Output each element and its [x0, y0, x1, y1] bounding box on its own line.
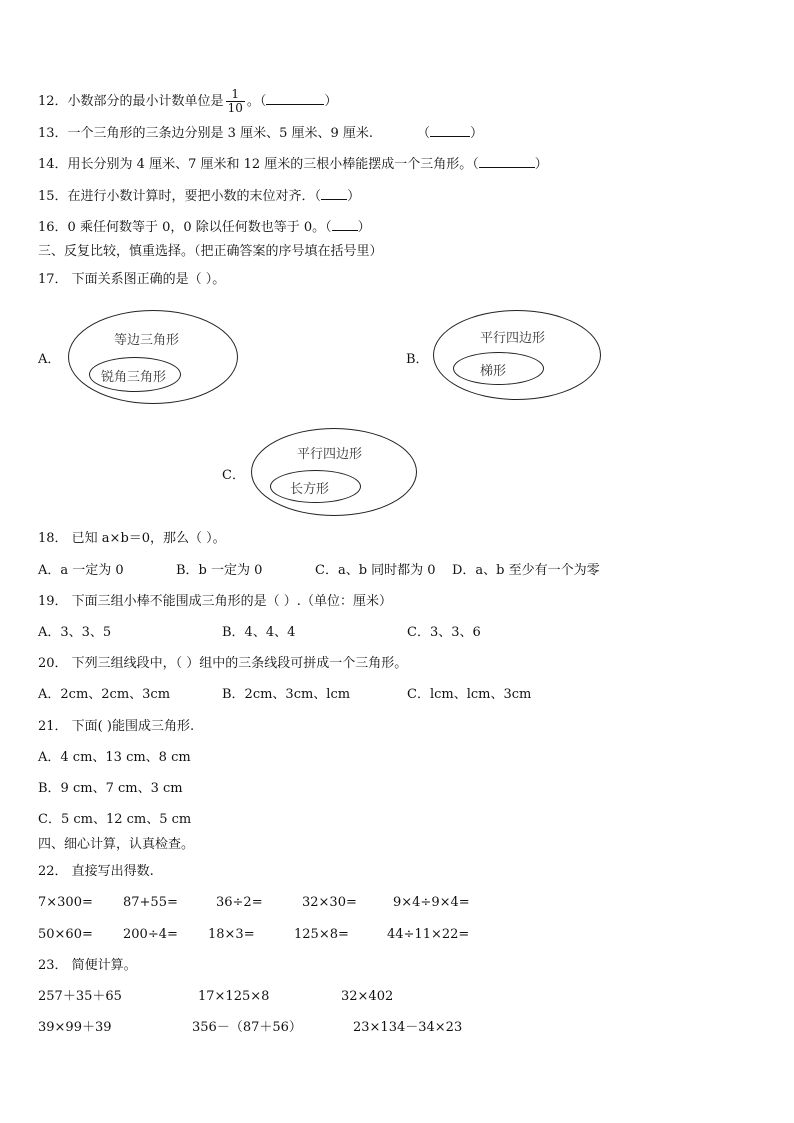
q20-option-c[interactable]: C．lcm、lcm、3cm: [407, 687, 532, 702]
q23-r1-item: 257＋35＋65: [38, 989, 122, 1004]
q18-option-b[interactable]: B．b 一定为 0: [176, 563, 263, 578]
q21-option-c[interactable]: C．5 cm、12 cm、5 cm: [38, 812, 192, 827]
q12-close: ）: [324, 94, 338, 109]
q19-option-b[interactable]: B．4、4、4: [222, 625, 296, 640]
fraction-denominator: 10: [227, 101, 243, 115]
q19-option-a[interactable]: A．3、3、5: [38, 625, 112, 640]
q15-close: ）: [347, 189, 361, 204]
q16-close: ）: [357, 220, 371, 235]
outer-label-c: 平行四边形: [297, 447, 363, 462]
section-3-heading: 三、反复比较，慎重选择。（把正确答案的序号填在括号里）: [38, 244, 383, 259]
question-14: [38, 155, 548, 174]
q23-r1-item: 32×402: [341, 989, 394, 1004]
q16-text: 0 乘任何数等于 0，0 除以任何数也等于 0。（: [67, 220, 332, 235]
q22-r1-item: 36÷2=: [216, 895, 263, 910]
answer-blank[interactable]: [332, 218, 358, 231]
q12-text: 小数部分的最小计数单位是: [67, 94, 224, 109]
q22-r1-item: 7×300=: [38, 895, 93, 910]
q22-r1-item: 9×4÷9×4=: [393, 895, 470, 910]
q22-r2-item: 44÷11×22=: [387, 927, 470, 942]
answer-blank[interactable]: [266, 92, 324, 105]
question-23-stem: 23． 简便计算。: [38, 958, 137, 973]
q23-r1-item: 17×125×8: [198, 989, 270, 1004]
q22-r2-item: 18×3=: [208, 927, 255, 942]
inner-label-b: 梯形: [480, 364, 507, 379]
q14-number: 14．: [38, 157, 68, 172]
q19-option-c[interactable]: C．3、3、6: [407, 625, 481, 640]
q23-r2-item: 356－（87＋56）: [192, 1020, 302, 1035]
option-c-letter[interactable]: C．: [222, 468, 245, 483]
q22-r1-item: 32×30=: [302, 895, 357, 910]
q21-option-b[interactable]: B．9 cm、7 cm、3 cm: [38, 781, 183, 796]
q23-r2-item: 23×134－34×23: [353, 1020, 463, 1035]
question-17-stem: 17． 下面关系图正确的是（ ）。: [38, 272, 226, 287]
q20-option-a[interactable]: A．2cm、2cm、3cm: [38, 687, 171, 702]
q12-tail: 。（: [246, 94, 267, 109]
outer-label-b: 平行四边形: [480, 331, 546, 346]
question-21-stem: 21． 下面( )能围成三角形.: [38, 719, 195, 734]
q13-open: （: [417, 126, 431, 141]
q12-number: 12．: [38, 94, 68, 109]
q21-option-a[interactable]: A．4 cm、13 cm、8 cm: [38, 750, 191, 765]
q15-text: 在进行小数计算时，要把小数的末位对齐．（: [67, 189, 322, 204]
q22-r2-item: 50×60=: [38, 927, 93, 942]
q13-close: ）: [470, 126, 484, 141]
q16-number: 16．: [38, 220, 68, 235]
q14-close: ）: [534, 157, 548, 172]
question-15: [38, 187, 360, 206]
answer-blank[interactable]: [321, 187, 347, 200]
fraction: [226, 88, 245, 115]
q18-option-d[interactable]: D．a、b 至少有一个为零: [452, 563, 600, 578]
inner-label-c: 长方形: [290, 482, 330, 497]
question-22-stem: 22． 直接写出得数.: [38, 864, 154, 879]
outer-label-a: 等边三角形: [114, 333, 180, 348]
q22-r2-item: 125×8=: [294, 927, 349, 942]
q14-text: 用长分别为 4 厘米、7 厘米和 12 厘米的三根小棒能摆成一个三角形。（: [67, 157, 479, 172]
q23-r2-item: 39×99＋39: [38, 1020, 112, 1035]
q22-r1-item: 87+55=: [123, 895, 178, 910]
q20-option-b[interactable]: B．2cm、3cm、lcm: [222, 687, 351, 702]
inner-label-a: 锐角三角形: [101, 370, 167, 385]
q22-r2-item: 200÷4=: [123, 927, 178, 942]
q13-text: 一个三角形的三条边分别是 3 厘米、5 厘米、9 厘米.: [67, 126, 374, 141]
question-16: [38, 218, 371, 237]
q13-number: 13．: [38, 126, 68, 141]
question-12: [38, 88, 337, 115]
q15-number: 15．: [38, 189, 68, 204]
option-b-letter[interactable]: B．: [406, 352, 429, 367]
section-4-heading: 四、细心计算，认真检查。: [38, 837, 195, 852]
q18-option-c[interactable]: C．a、b 同时都为 0: [315, 563, 436, 578]
question-19-stem: 19． 下面三组小棒不能围成三角形的是（ ）.（单位：厘米）: [38, 594, 392, 609]
answer-blank[interactable]: [430, 124, 470, 137]
q18-option-a[interactable]: A．a 一定为 0: [38, 563, 124, 578]
answer-blank[interactable]: [479, 155, 535, 168]
question-13: [38, 124, 483, 143]
option-a-letter[interactable]: A．: [38, 352, 61, 367]
question-18-stem: 18． 已知 a×b＝0，那么（ ）。: [38, 531, 226, 546]
fraction-numerator: 1: [226, 88, 245, 102]
question-20-stem: 20． 下列三组线段中，（ ）组中的三条线段可拼成一个三角形。: [38, 656, 408, 671]
